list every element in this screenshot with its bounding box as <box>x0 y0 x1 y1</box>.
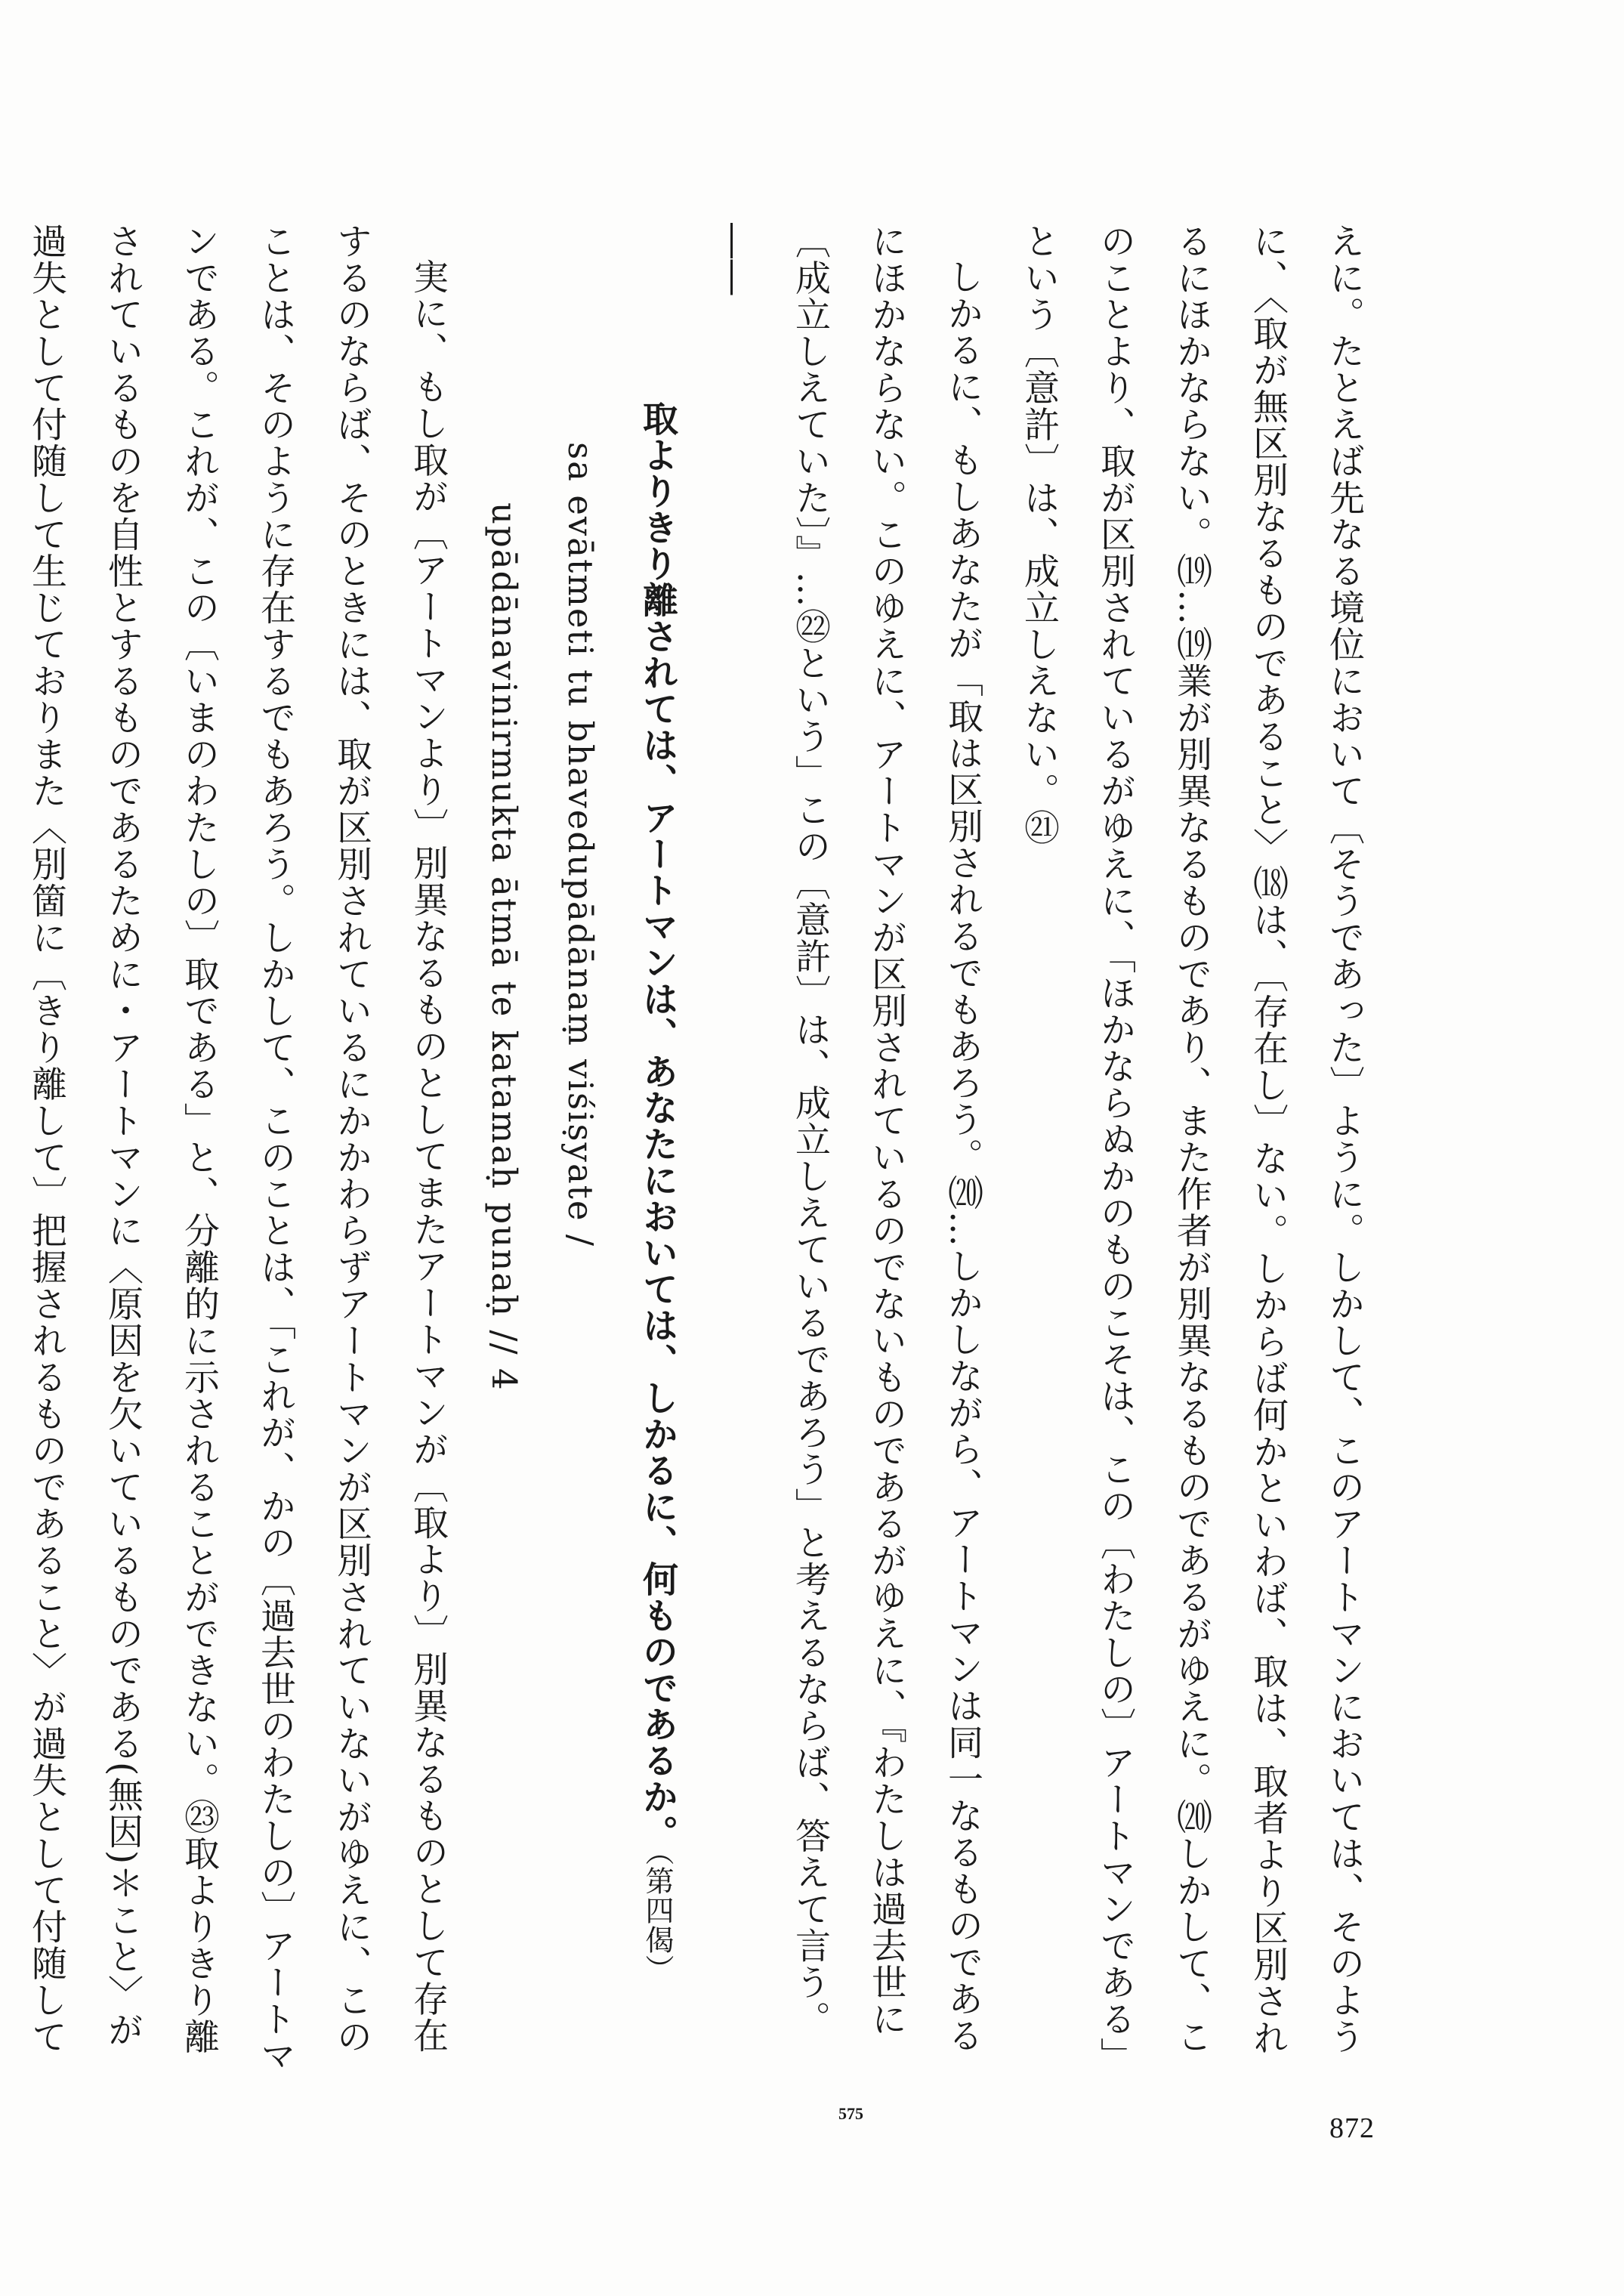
paragraph-1: えに。たとえば先なる境位において〔そうであった〕ように。しかして、このアートマンにおいては、そのように、〈取が無区別なるものであること〉⒅は、〔存在し〕ない。しからば何かといわば、取は、取者より区別されるにほかならない。⒆…⒆業が別異なるものであり、また作者が別異なるものであるがゆえに。⒇しかして、このことより、取が区別されているがゆえに、「ほかならぬかのものこそは、この〔わたしの〕アートマンである」という〔意許〕は、成立しえない。㉑ <box>1018 223 1365 2074</box>
paragraph-3: 実に、もし取が〔アートマンより〕別異なるものとしてまたアートマンが〔取より〕別異なるものとして存在するのならば、そのときには、取が区別されているにかかわらずアートマンが区別されていないがゆえに、このことは、そのように存在するでもあろう。しかして、このことは、「これが、かの〔過去世のわたしの〕アートマンである。これが、この〔いまのわたしの〕取である」と、分離的に示されることができない。㉓取よりきり離されているものを自性とするものであるために・アートマンに〈原因を欠いているものである(無因)＊こと〉が過失として付随して生じておりまた〈別箇に〔きり離して〕把握されるものであること〉が過失として付随して <box>26 223 449 2074</box>
verse-translation <box>619 223 696 2081</box>
center-mark: 575 <box>838 2104 863 2123</box>
sanskrit-line-2: upādānavinirmukta ātmā te katamaḥ punaḥ // 4 <box>484 502 524 1392</box>
page-number: 872 <box>1329 2112 1375 2144</box>
body-text <box>0 223 1382 2081</box>
verse-label: （第四偈） <box>641 1851 674 1984</box>
paragraph-2: しかるに、もしあなたが「取は区別されるでもあろう。⒇…しかしながら、アートマンは同一なるものであるにほかならない。このゆえに、アートマンが区別されているのでないものであるがゆえに、『わたしは過去世に〔成立しえていた〕』…㉒という」この〔意許〕は、成立しえているであろう」と考えるならば、答えて言う。―― <box>713 223 983 2054</box>
verse-text: 取よりきり離されては、アートマンは、あなたにおいては、しかるに、何ものであるか。 <box>637 400 678 1851</box>
sanskrit-line-1: sa evātmeti tu bhavedupādānaṃ viśiṣyate / <box>560 442 601 1247</box>
